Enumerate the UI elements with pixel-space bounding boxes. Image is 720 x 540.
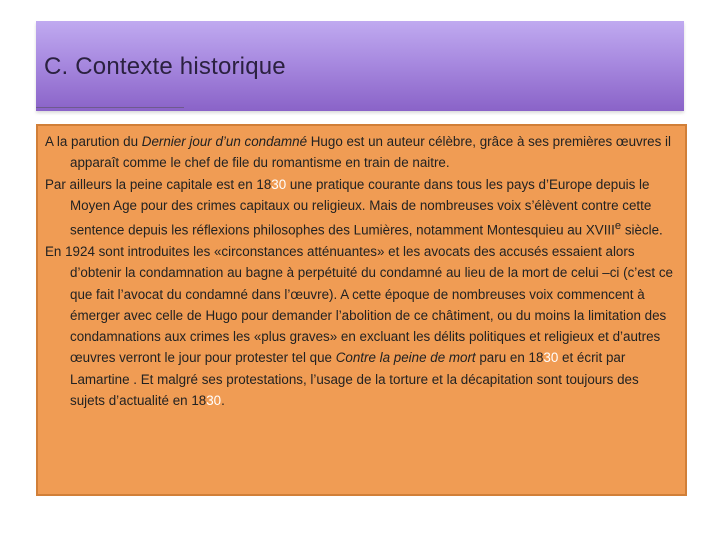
paragraph-run: 30: [206, 393, 222, 409]
paragraph-run: Par ailleurs la peine capitale est en 18: [45, 176, 272, 192]
paragraph-run: paru en 18: [475, 350, 544, 366]
paragraph-run: .: [221, 393, 225, 409]
paragraph-run: siècle.: [621, 222, 663, 238]
paragraph-2: [45, 174, 677, 241]
paragraph-run: A la parution du: [45, 134, 142, 149]
content-box: [36, 124, 687, 496]
paragraph-run: et écrit par Lamartine . Et malgré ses protestations, l’usage de la torture et la décapitation sont toujours des sujets d’actualité en 18: [70, 350, 639, 409]
paragraph-run: 30: [271, 176, 287, 192]
paragraph-run: Contre la peine de mort: [335, 350, 476, 366]
slide-title: C. Contexte historique: [44, 53, 286, 80]
title-underline: [36, 107, 184, 108]
paragraph-run: En 1924 sont introduites les «circonstances atténuantes» et les avocats des accusés essaient alors d’obtenir la condamnation au bagne à perpétuité du condamné au lieu de la mort de celui –ci (c’est ce que fait l’avocat du condamné dans l’œuvre). A cette époque de nombreuses voix commencent à émerger avec celle de Hugo pour demander l’abolition de ce châtiment, ou du moins la limitation des condamnations aux crimes les «plus graves» en excluant les délits politiques et religieux et d’autres œuvres verront le jour pour protester tel que: [45, 243, 673, 366]
paragraph-run: Dernier jour d’un condamné: [141, 134, 308, 149]
paragraph-run: Hugo est un auteur célèbre, grâce à ses premières œuvres il apparaît comme le chef de file du romantisme en train de naitre.: [70, 134, 671, 171]
paragraph-run: e: [614, 220, 622, 233]
paragraph-1: [45, 131, 677, 174]
paragraph-run: une pratique courante dans tous les pays d’Europe depuis le Moyen Age pour des crimes capitaux ou religieux. Mais de nombreuses voix s’élèvent contre cette sentence depuis les réflexions philosophes des Lumières, notamment Montesquieu au XVIII: [70, 176, 652, 238]
paragraph-3: [45, 241, 677, 411]
paragraph-run: 30: [543, 350, 559, 366]
